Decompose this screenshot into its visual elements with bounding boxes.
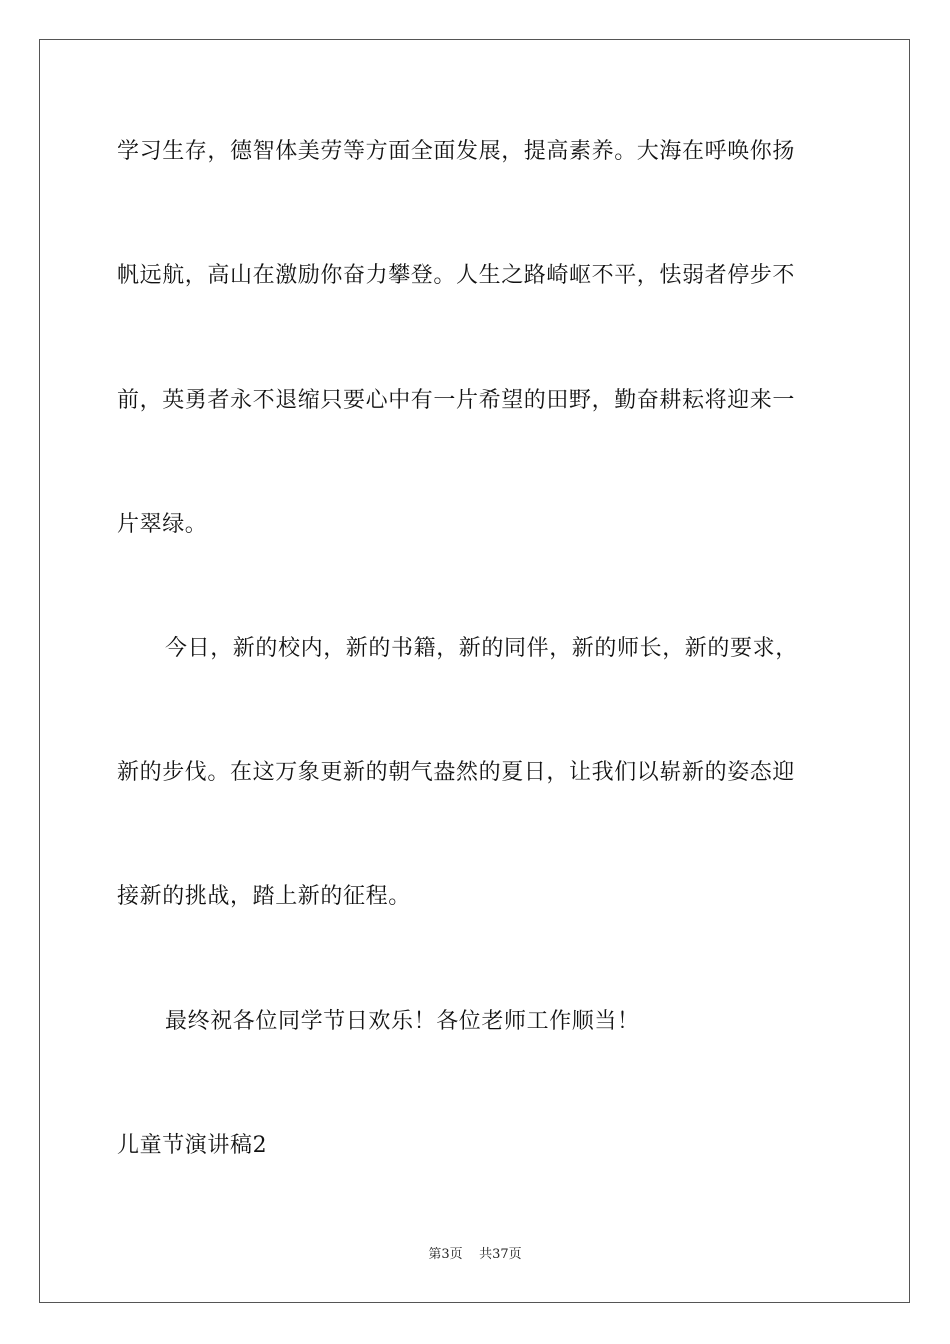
body-text-line: 接新的挑战，踏上新的征程。: [117, 884, 411, 909]
footer-spacer: [463, 1247, 480, 1262]
total-pages: 共37页: [479, 1247, 522, 1262]
body-text-line: 今日，新的校内，新的书籍，新的同伴，新的师长，新的要求，: [165, 636, 798, 661]
page-number: 第3页: [428, 1247, 463, 1262]
body-text-line: 前，英勇者永不退缩只要心中有一片希望的田野，勤奋耕耘将迎来一: [117, 388, 796, 413]
body-text-line: 片翠绿。: [117, 512, 208, 537]
body-text-line: 学习生存，德智体美劳等方面全面发展，提高素养。大海在呼唤你扬: [117, 139, 796, 164]
section-heading: 儿童节演讲稿2: [117, 1133, 268, 1158]
body-text-line: 新的步伐。在这万象更新的朝气盎然的夏日，让我们以崭新的姿态迎: [117, 760, 796, 785]
body-text-line: 帆远航，高山在激励你奋力攀登。人生之路崎岖不平，怯弱者停步不: [117, 263, 796, 288]
page-footer: [0, 1247, 950, 1263]
body-text-line: 最终祝各位同学节日欢乐！各位老师工作顺当！: [165, 1009, 640, 1034]
page-border: [39, 39, 910, 1303]
